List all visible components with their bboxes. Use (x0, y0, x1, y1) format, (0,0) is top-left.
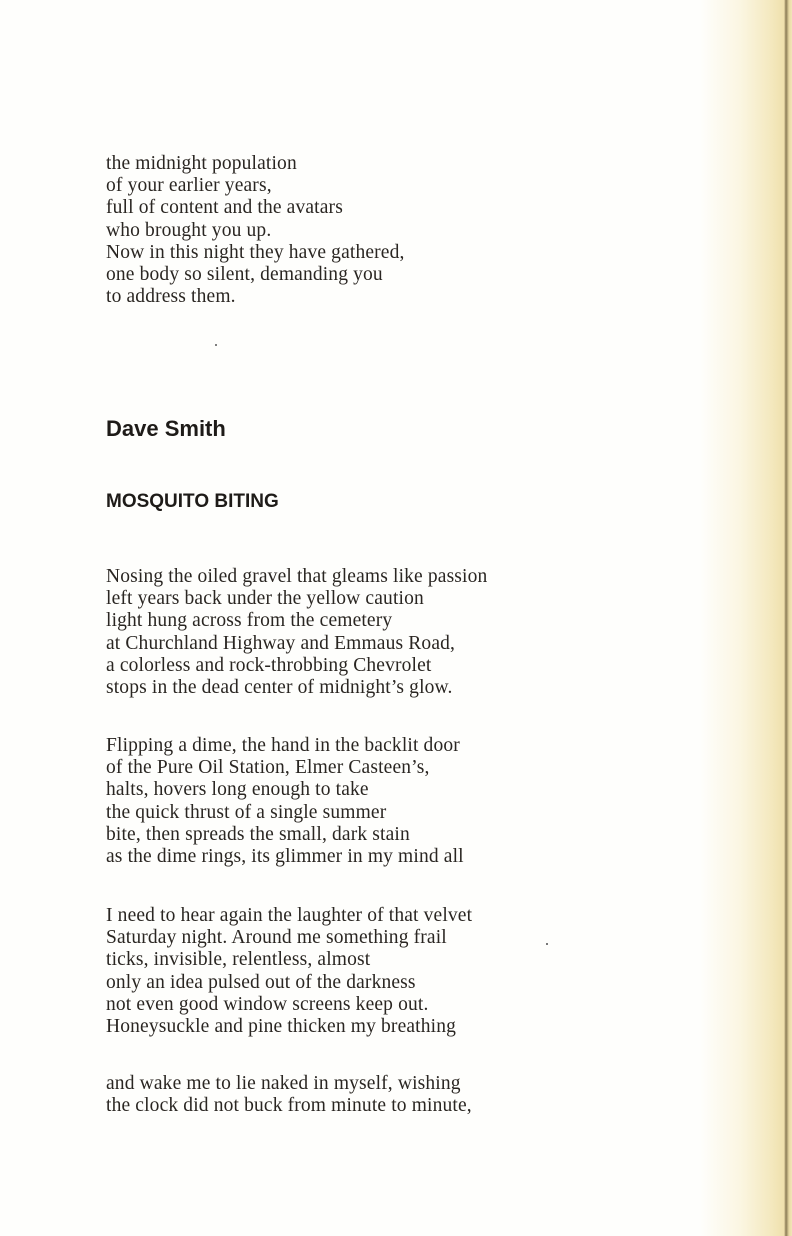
verse-line: Nosing the oiled gravel that gleams like passion (106, 566, 488, 587)
verse-line: as the dime rings, its glimmer in my mind all (106, 846, 464, 868)
verse-line: who brought you up. (106, 219, 272, 241)
verse-line: I need to hear again the laughter of that velvet (106, 905, 473, 926)
verse-line: bite, then spreads the small, dark stain (106, 823, 410, 845)
verse-line: at Churchland Highway and Emmaus Road, (106, 632, 456, 654)
stanza-3 (106, 905, 472, 1038)
poem-title: MOSQUITO BITING (106, 491, 279, 512)
scan-speck (546, 943, 548, 945)
previous-poem-ending (106, 153, 405, 308)
verse-line: a colorless and rock-throbbing Chevrolet (106, 654, 432, 676)
verse-line: Honeysuckle and pine thicken my breathing (106, 1016, 457, 1038)
stanza-2 (106, 735, 464, 868)
verse-line: halts, hovers long enough to take (106, 779, 369, 801)
stanza-4 (106, 1073, 472, 1117)
stanza-1 (106, 566, 487, 699)
verse-line: the clock did not buck from minute to minute, (106, 1095, 472, 1117)
verse-line: and wake me to lie naked in myself, wishing (106, 1073, 461, 1094)
verse-line: only an idea pulsed out of the darkness (106, 971, 416, 993)
verse-line: light hung across from the cemetery (106, 610, 393, 632)
verse-line: Saturday night. Around me something frail (106, 927, 447, 949)
verse-line: of the Pure Oil Station, Elmer Casteen’s, (106, 757, 430, 779)
verse-line: full of content and the avatars (106, 197, 343, 219)
verse-line: stops in the dead center of midnight’s glow. (106, 677, 453, 699)
verse-line: one body so silent, demanding you (106, 264, 383, 286)
verse-line: Now in this night they have gathered, (106, 241, 405, 263)
section-dot (215, 344, 217, 346)
verse-line: left years back under the yellow caution (106, 588, 424, 610)
verse-line: the midnight population (106, 153, 297, 174)
verse-line: the quick thrust of a single summer (106, 801, 387, 823)
verse-line: Flipping a dime, the hand in the backlit door (106, 735, 460, 756)
verse-line: of your earlier years, (106, 175, 272, 197)
author-name: Dave Smith (106, 416, 226, 441)
verse-line: ticks, invisible, relentless, almost (106, 949, 371, 971)
verse-line: not even good window screens keep out. (106, 993, 429, 1015)
verse-line: to address them. (106, 286, 236, 308)
